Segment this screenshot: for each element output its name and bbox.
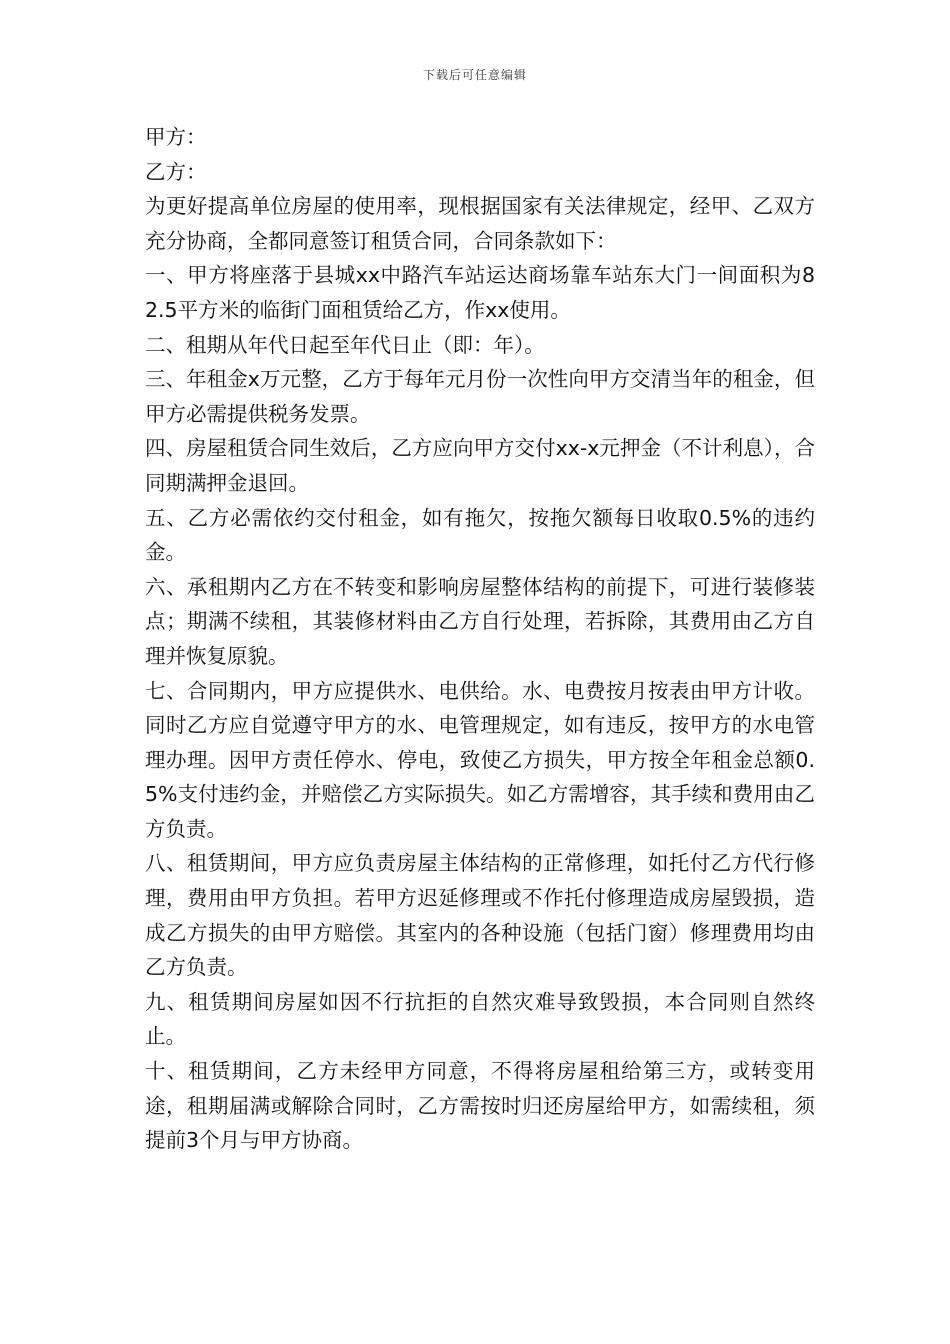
clause-1: 一、甲方将座落于县城xx中路汽车站运达商场靠车站东大门一间面积为82.5平方米的临街门面租赁给乙方，作xx使用。 — [145, 263, 815, 322]
party-b-line: 乙方： — [145, 159, 207, 184]
clause-9: 九、租赁期间房屋如因不行抗拒的自然灾难导致毁损，本合同则自然终止。 — [145, 989, 815, 1049]
clause-6: 六、承租期内乙方在不转变和影响房屋整体结构的前提下，可进行装修装点；期满不续租，其装修材料由乙方自行处理，若拆除，其费用由乙方自理并恢复原貌。 — [145, 574, 815, 668]
clause-3: 三、年租金x万元整，乙方于每年元月份一次性向甲方交清当年的租金，但甲方必需提供税务发票。 — [145, 367, 815, 426]
party-a-line: 甲方： — [145, 125, 207, 149]
clause-4: 四、房屋租赁合同生效后，乙方应向甲方交付xx-x元押金（不计利息），合同期满押金退回。 — [145, 436, 815, 495]
clause-7: 七、合同期内，甲方应提供水、电供给。水、电费按月按表由甲方计收。同时乙方应自觉遵守甲方的水、电管理规定，如有违反，按甲方的水电管理办理。因甲方责任停水、停电，致使乙方损失，甲方按全年租金总额0.5%支付违约金，并赔偿乙方实际损失。如乙方需增容，其手续和费用由乙方负责。 — [145, 678, 815, 841]
clause-5: 五、乙方必需依约交付租金，如有拖欠，按拖欠额每日收取0.5%的违约金。 — [145, 505, 815, 565]
preamble-paragraph: 为更好提高单位房屋的使用率，现根据国家有关法律规定，经甲、乙双方充分协商，全都同意签订租赁合同，合同条款如下： — [145, 194, 815, 253]
clause-2: 二、租期从年代日起至年代日止（即：年）。 — [145, 332, 545, 357]
contract-body — [145, 120, 815, 1158]
clause-10: 十、租赁期间，乙方未经甲方同意，不得将房屋租给第三方，或转变用途，租期届满或解除合同时，乙方需按时归还房屋给甲方，如需续租，须提前3个月与甲方协商。 — [145, 1059, 815, 1153]
clause-8: 八、租赁期间，甲方应负责房屋主体结构的正常修理，如托付乙方代行修理，费用由甲方负担。若甲方迟延修理或不作托付修理造成房屋毁损，造成乙方损失的由甲方赔偿。其室内的各种设施（包括门窗）修理费用均由乙方负责。 — [145, 851, 815, 980]
page-header: 下载后可任意编辑 — [422, 68, 527, 82]
